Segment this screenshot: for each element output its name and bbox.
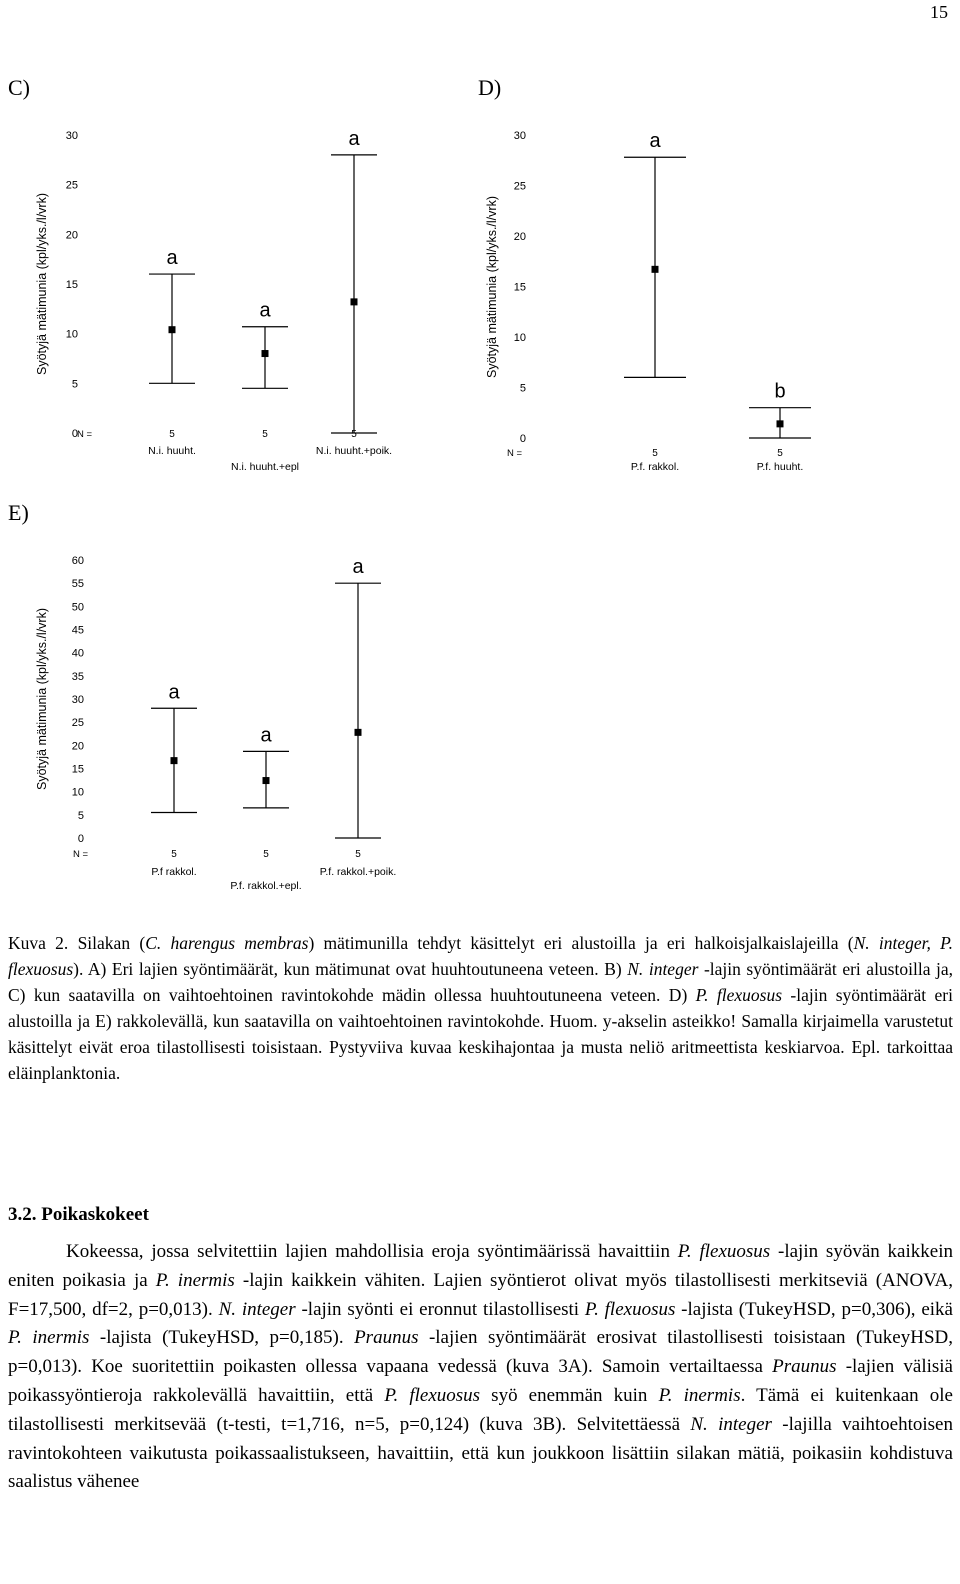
body-species: P. flexuosus bbox=[584, 1298, 676, 1320]
significance-letter: a bbox=[168, 681, 180, 704]
body-paragraph bbox=[8, 1238, 953, 1497]
y-tick-label: 15 bbox=[65, 279, 78, 291]
y-tick-label: 5 bbox=[71, 378, 78, 391]
n-value: 5 bbox=[351, 429, 357, 440]
caption-text: -lajin syöntimäärät eri alustoilla ja E) rakkolevällä, kun saatavilla on vaihtoehtoinen ravintokohde. Huom. y-akselin asteikko! Samalla kirjaimella varustetut käsittelyt eivät eroa tilastollisesti toisistaan. Pystyviiva kuvaa keskihajontaa ja musta neliö aritmeettista keskiarvoa. Epl. tarkoittaa eläinplanktonia. bbox=[8, 985, 953, 1083]
caption-text: -lajin syöntimäärät eri alustoilla ja, C) kun saatavilla on vaihtoehtoinen ravintokohde mädin ollessa huuhtoutuneena veteen. D) bbox=[8, 959, 953, 1005]
n-value: 5 bbox=[262, 429, 268, 440]
body-species: N. integer bbox=[218, 1298, 296, 1320]
y-axis-label: Syötyjä mätimunia (kpl/yks./l/vrk) bbox=[485, 196, 499, 378]
body-text: -lajilla vaihtoehtoisen ravintokohteen vaikutusta poikassaalistukseen, havaittiin, että kun joukkoon lisättiin silakan mätiä, poikasiin kohdistuva saalistus vähenee bbox=[8, 1413, 953, 1493]
y-tick-label: 30 bbox=[513, 130, 526, 142]
n-value: 5 bbox=[171, 849, 177, 860]
significance-letter: a bbox=[259, 299, 271, 322]
panel-label-c: C) bbox=[8, 75, 30, 100]
body-text: syö enemmän kuin bbox=[480, 1384, 659, 1406]
mean-marker bbox=[171, 757, 178, 764]
y-tick-label: 25 bbox=[513, 180, 526, 193]
body-species: Praunus bbox=[772, 1356, 837, 1378]
body-text: . Tämä ei kuitenkaan ole tilastollisesti merkitsevää (t-testi, t=1,716, n=5, p=0,124) (kuva 3B). Selvitettäessä bbox=[8, 1384, 953, 1435]
significance-letter: a bbox=[649, 130, 661, 153]
mean-marker bbox=[777, 420, 784, 427]
y-tick-label: 5 bbox=[77, 809, 84, 822]
y-tick-label: 30 bbox=[71, 694, 84, 706]
body-text: -lajin syönti ei eronnut tilastollisesti bbox=[295, 1298, 585, 1320]
body-text: -lajin kaikkein vähiten. Lajien syöntierot olivat myös tilastollisesti merkitseviä (ANOVA, F=17,500, df=2, p=0,013). bbox=[8, 1269, 953, 1320]
mean-marker bbox=[263, 777, 270, 784]
y-tick-label: 15 bbox=[71, 763, 84, 776]
y-tick-label: 20 bbox=[65, 229, 78, 242]
mean-marker bbox=[652, 266, 659, 273]
body-text: -lajien välisiä poikassyöntieroja rakkolevällä havaittiin, että bbox=[8, 1356, 953, 1406]
y-tick-label: 20 bbox=[71, 740, 84, 753]
category-label: P.f rakkol. bbox=[151, 866, 197, 878]
body-species: P. inermis bbox=[8, 1327, 90, 1349]
y-tick-label: 40 bbox=[71, 647, 84, 660]
page-number: 15 bbox=[930, 2, 948, 22]
y-tick-label: 35 bbox=[71, 670, 84, 683]
y-axis-label: Syötyjä mätimunia (kpl/yks./l/vrk) bbox=[35, 608, 49, 790]
category-label: P.f. huuht. bbox=[756, 461, 804, 473]
y-tick-label: 25 bbox=[71, 717, 84, 730]
y-tick-label: 10 bbox=[65, 328, 78, 341]
y-tick-label: 5 bbox=[519, 382, 526, 395]
y-tick-label: 0 bbox=[71, 428, 78, 440]
body-text: -lajista (TukeyHSD, p=0,185). bbox=[89, 1327, 355, 1349]
mean-marker bbox=[262, 350, 269, 357]
category-label: N.i. huuht. bbox=[148, 445, 196, 457]
y-tick-label: 0 bbox=[519, 433, 526, 445]
category-label: N.i. huuht.+poik. bbox=[315, 445, 393, 457]
caption-text: Kuva 2. Silakan ( bbox=[8, 933, 146, 953]
significance-letter: a bbox=[352, 556, 364, 579]
category-label: N.i. huuht.+epl bbox=[230, 461, 300, 473]
y-tick-label: 0 bbox=[77, 833, 84, 845]
significance-letter: b bbox=[774, 380, 786, 403]
y-tick-label: 25 bbox=[65, 179, 78, 192]
caption-species: N. integer, P. flexuosus bbox=[8, 933, 953, 979]
category-label: P.f. rakkol.+poik. bbox=[319, 866, 397, 878]
figure-caption bbox=[8, 930, 953, 1086]
mean-marker bbox=[351, 298, 358, 305]
section-title: 3.2. Poikaskokeet bbox=[8, 1204, 149, 1225]
category-label: P.f. rakkol.+epl. bbox=[230, 880, 302, 892]
caption-species: N. integer bbox=[627, 959, 699, 979]
y-tick-label: 30 bbox=[65, 130, 78, 142]
caption-text: ) mätimunilla tehdyt käsittelyt eri alustoilla ja eri halkoisjalkaislajeilla ( bbox=[308, 933, 854, 953]
n-label: N = bbox=[506, 448, 522, 459]
caption-species: C. harengus membras bbox=[145, 933, 309, 953]
body-text: -lajien syöntimäärät erosivat tilastollisesti toisistaan (TukeyHSD, p=0,013). Koe suoritettiin poikasten ollessa vapaana vedessä (kuva 3A). Samoin vertailtaessa bbox=[8, 1327, 953, 1378]
y-tick-label: 15 bbox=[513, 281, 526, 294]
significance-letter: a bbox=[348, 127, 360, 150]
caption-species: P. flexuosus bbox=[695, 985, 783, 1005]
body-species: P. flexuosus bbox=[384, 1384, 481, 1406]
caption-text: ). A) Eri lajien syöntimäärät, kun mätimunat ovat huuhtoutuneena veteen. B) bbox=[73, 959, 628, 979]
body-species: P. inermis bbox=[155, 1269, 235, 1291]
n-label: N = bbox=[72, 849, 88, 860]
body-species: Praunus bbox=[354, 1327, 419, 1349]
panel-label-e: E) bbox=[8, 500, 29, 525]
body-species: N. integer bbox=[690, 1413, 772, 1435]
y-tick-label: 60 bbox=[71, 555, 84, 567]
significance-letter: a bbox=[166, 247, 178, 270]
y-tick-label: 50 bbox=[71, 601, 84, 614]
panel-label-d: D) bbox=[478, 75, 502, 100]
y-tick-label: 45 bbox=[71, 624, 84, 637]
y-tick-label: 10 bbox=[71, 786, 84, 799]
n-value: 5 bbox=[777, 448, 783, 459]
body-text: -lajin syövän kaikkein eniten poikasia ja bbox=[8, 1241, 953, 1291]
y-tick-label: 55 bbox=[71, 578, 84, 591]
n-value: 5 bbox=[652, 448, 658, 459]
significance-letter: a bbox=[260, 724, 272, 747]
n-label: N = bbox=[76, 429, 92, 440]
body-species: P. flexuosus bbox=[677, 1241, 771, 1262]
y-tick-label: 20 bbox=[513, 231, 526, 243]
mean-marker bbox=[355, 729, 362, 736]
n-value: 5 bbox=[169, 429, 175, 440]
y-tick-label: 10 bbox=[513, 332, 526, 344]
body-text: -lajista (TukeyHSD, p=0,306), eikä bbox=[675, 1298, 953, 1320]
body-species: P. inermis bbox=[658, 1384, 741, 1406]
y-axis-label: Syötyjä mätimunia (kpl/yks./l/vrk) bbox=[35, 193, 49, 375]
n-value: 5 bbox=[263, 849, 269, 860]
category-label: P.f. rakkol. bbox=[630, 461, 680, 473]
n-value: 5 bbox=[355, 849, 361, 860]
mean-marker bbox=[169, 326, 176, 333]
body-text: Kokeessa, jossa selvitettiin lajien mahdollisia eroja syöntimäärissä havaittiin bbox=[66, 1241, 678, 1262]
